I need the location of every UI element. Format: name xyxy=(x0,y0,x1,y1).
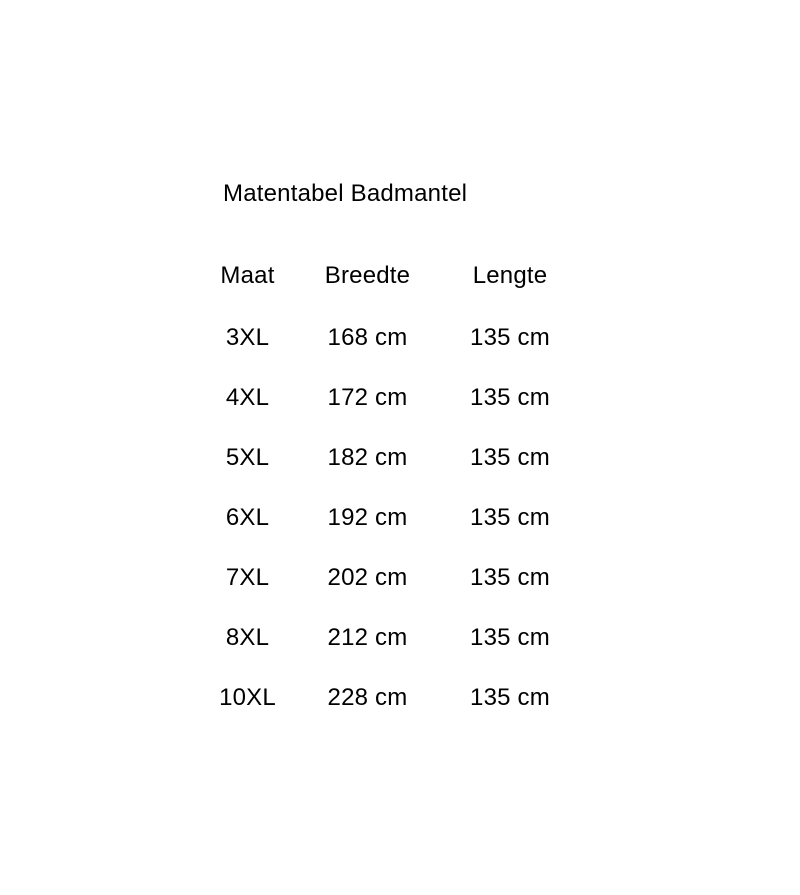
cell-width: 202 cm xyxy=(327,564,408,591)
cell-length: 135 cm xyxy=(470,444,550,471)
cell-width: 228 cm xyxy=(327,684,408,711)
cell-size: 10XL xyxy=(219,684,276,711)
cell-width: 212 cm xyxy=(327,624,408,651)
column-header-maat: Maat xyxy=(220,262,275,289)
cell-width: 172 cm xyxy=(327,384,408,411)
column-header-lengte: Lengte xyxy=(472,262,548,289)
size-chart xyxy=(200,180,680,728)
cell-length: 135 cm xyxy=(470,624,550,651)
cell-size: 6XL xyxy=(225,504,270,531)
cell-size: 5XL xyxy=(225,444,270,471)
cell-width: 192 cm xyxy=(327,504,408,531)
cell-width: 182 cm xyxy=(327,444,408,471)
cell-length: 135 cm xyxy=(470,384,550,411)
cell-size: 7XL xyxy=(225,564,270,591)
cell-length: 135 cm xyxy=(470,564,550,591)
size-table xyxy=(200,244,680,728)
cell-size: 8XL xyxy=(225,624,270,651)
page-title: Matentabel Badmantel xyxy=(223,180,468,207)
cell-width: 168 cm xyxy=(327,324,408,351)
cell-length: 135 cm xyxy=(470,504,550,531)
cell-length: 135 cm xyxy=(470,684,550,711)
column-header-breedte: Breedte xyxy=(324,262,411,289)
cell-size: 4XL xyxy=(225,384,270,411)
cell-length: 135 cm xyxy=(470,324,550,351)
cell-size: 3XL xyxy=(225,324,270,351)
